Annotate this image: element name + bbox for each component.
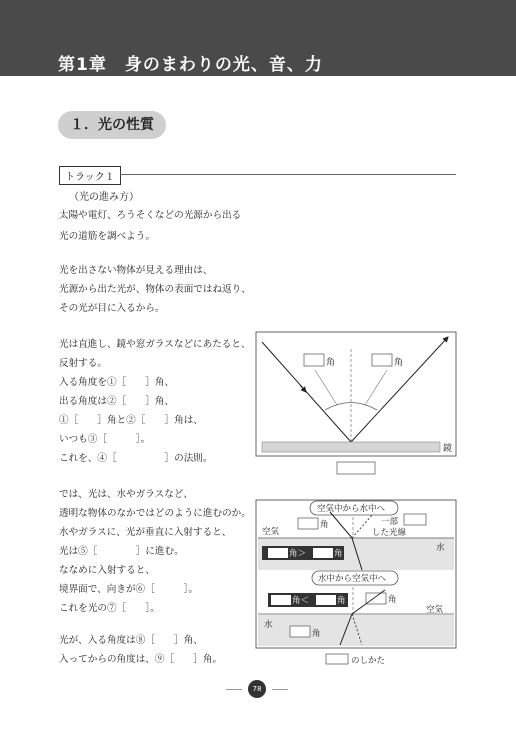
text-line: 光源から出た光が、物体の表面ではね返り、 <box>59 284 251 295</box>
answer-box <box>366 593 386 604</box>
angle-label: 角 <box>320 520 329 530</box>
text-line: では、光は、水やガラスなど、 <box>59 489 194 500</box>
water-label: 水 <box>264 620 273 630</box>
page-number: 78 <box>248 680 266 698</box>
section-title: １．光の性質 <box>58 111 166 139</box>
text-line: 光を出さない物体が見える理由は、 <box>59 265 213 276</box>
text-line: その光が目に入るから。 <box>59 303 165 314</box>
answer-box <box>304 354 324 366</box>
text-line: 光の道筋を調べよう。 <box>59 231 155 242</box>
water-region <box>258 615 454 646</box>
reflection-frame <box>256 332 456 456</box>
air-label: 空気 <box>426 605 444 615</box>
compare-text: 角 <box>334 549 343 559</box>
text-line: 反射する。 <box>59 358 107 369</box>
text-line: 透明な物体のなかではどのように進むのか。 <box>59 508 251 519</box>
angle-label: 角 <box>312 629 321 639</box>
answer-box <box>313 548 333 558</box>
answer-box <box>268 548 288 558</box>
answer-box <box>316 595 336 605</box>
text-line: 太陽や電灯、ろうそくなどの光源から出る <box>59 210 242 221</box>
angle-label: 角 <box>394 358 404 368</box>
answer-box <box>326 654 348 664</box>
text-line: 光が、入る角度は⑧［ ］角、 <box>59 635 203 646</box>
track-label: トラック１ <box>59 166 121 185</box>
answer-box <box>404 514 426 525</box>
text-line: ななめに入射すると、 <box>59 565 155 576</box>
text-line: 入ってからの角度は、⑨［ ］角。 <box>59 654 223 665</box>
compare-text: 角＞ <box>289 549 307 559</box>
page-number-rule <box>226 689 242 690</box>
water-label: 水 <box>436 543 445 553</box>
track-subtitle: （光の進み方） <box>69 192 139 203</box>
partial-label: 一部 <box>381 517 399 527</box>
text-line: これを、④［ ］の法則。 <box>59 453 213 464</box>
text-line: 入る角度を①［ ］角、 <box>59 377 175 388</box>
text-line: いつも③［ ］。 <box>59 434 151 445</box>
mirror-label: 鏡 <box>443 444 453 454</box>
text-line: 境界面で、向きが⑥［ ］。 <box>59 584 198 595</box>
text-line: 水やガラスに、光が垂直に入射すると、 <box>59 527 232 538</box>
answer-box <box>290 626 310 637</box>
caption: のしかた <box>351 656 386 666</box>
answer-box <box>372 354 392 366</box>
compare-text: 角＜ <box>292 596 310 606</box>
page-number-rule <box>272 689 288 690</box>
angle-label: 角 <box>326 358 336 368</box>
text-line: 光は直進し、鏡や窓ガラスなどにあたると、 <box>59 339 251 350</box>
box2-title: 水中から空気中へ <box>318 574 387 584</box>
text-line: これを光の⑦［ ］。 <box>59 603 160 614</box>
text-line: 光は⑤［ ］に進む。 <box>59 546 184 557</box>
box1-title: 空気中から水中へ <box>317 504 386 514</box>
answer-box <box>271 595 291 605</box>
text-line: ①［ ］角と②［ ］角は、 <box>59 415 203 426</box>
compare-text: 角 <box>337 596 346 606</box>
chapter-title: 第1章 身のまわりの光、音、力 <box>58 55 323 75</box>
text-line: 出る角度は②［ ］角、 <box>59 396 175 407</box>
partial-label: した光線 <box>372 528 407 538</box>
mirror <box>262 442 440 452</box>
reflection-diagram <box>256 332 456 474</box>
angle-label: 角 <box>388 595 397 605</box>
air-label: 空気 <box>262 527 280 537</box>
answer-box <box>298 518 318 529</box>
answer-box <box>337 462 375 474</box>
